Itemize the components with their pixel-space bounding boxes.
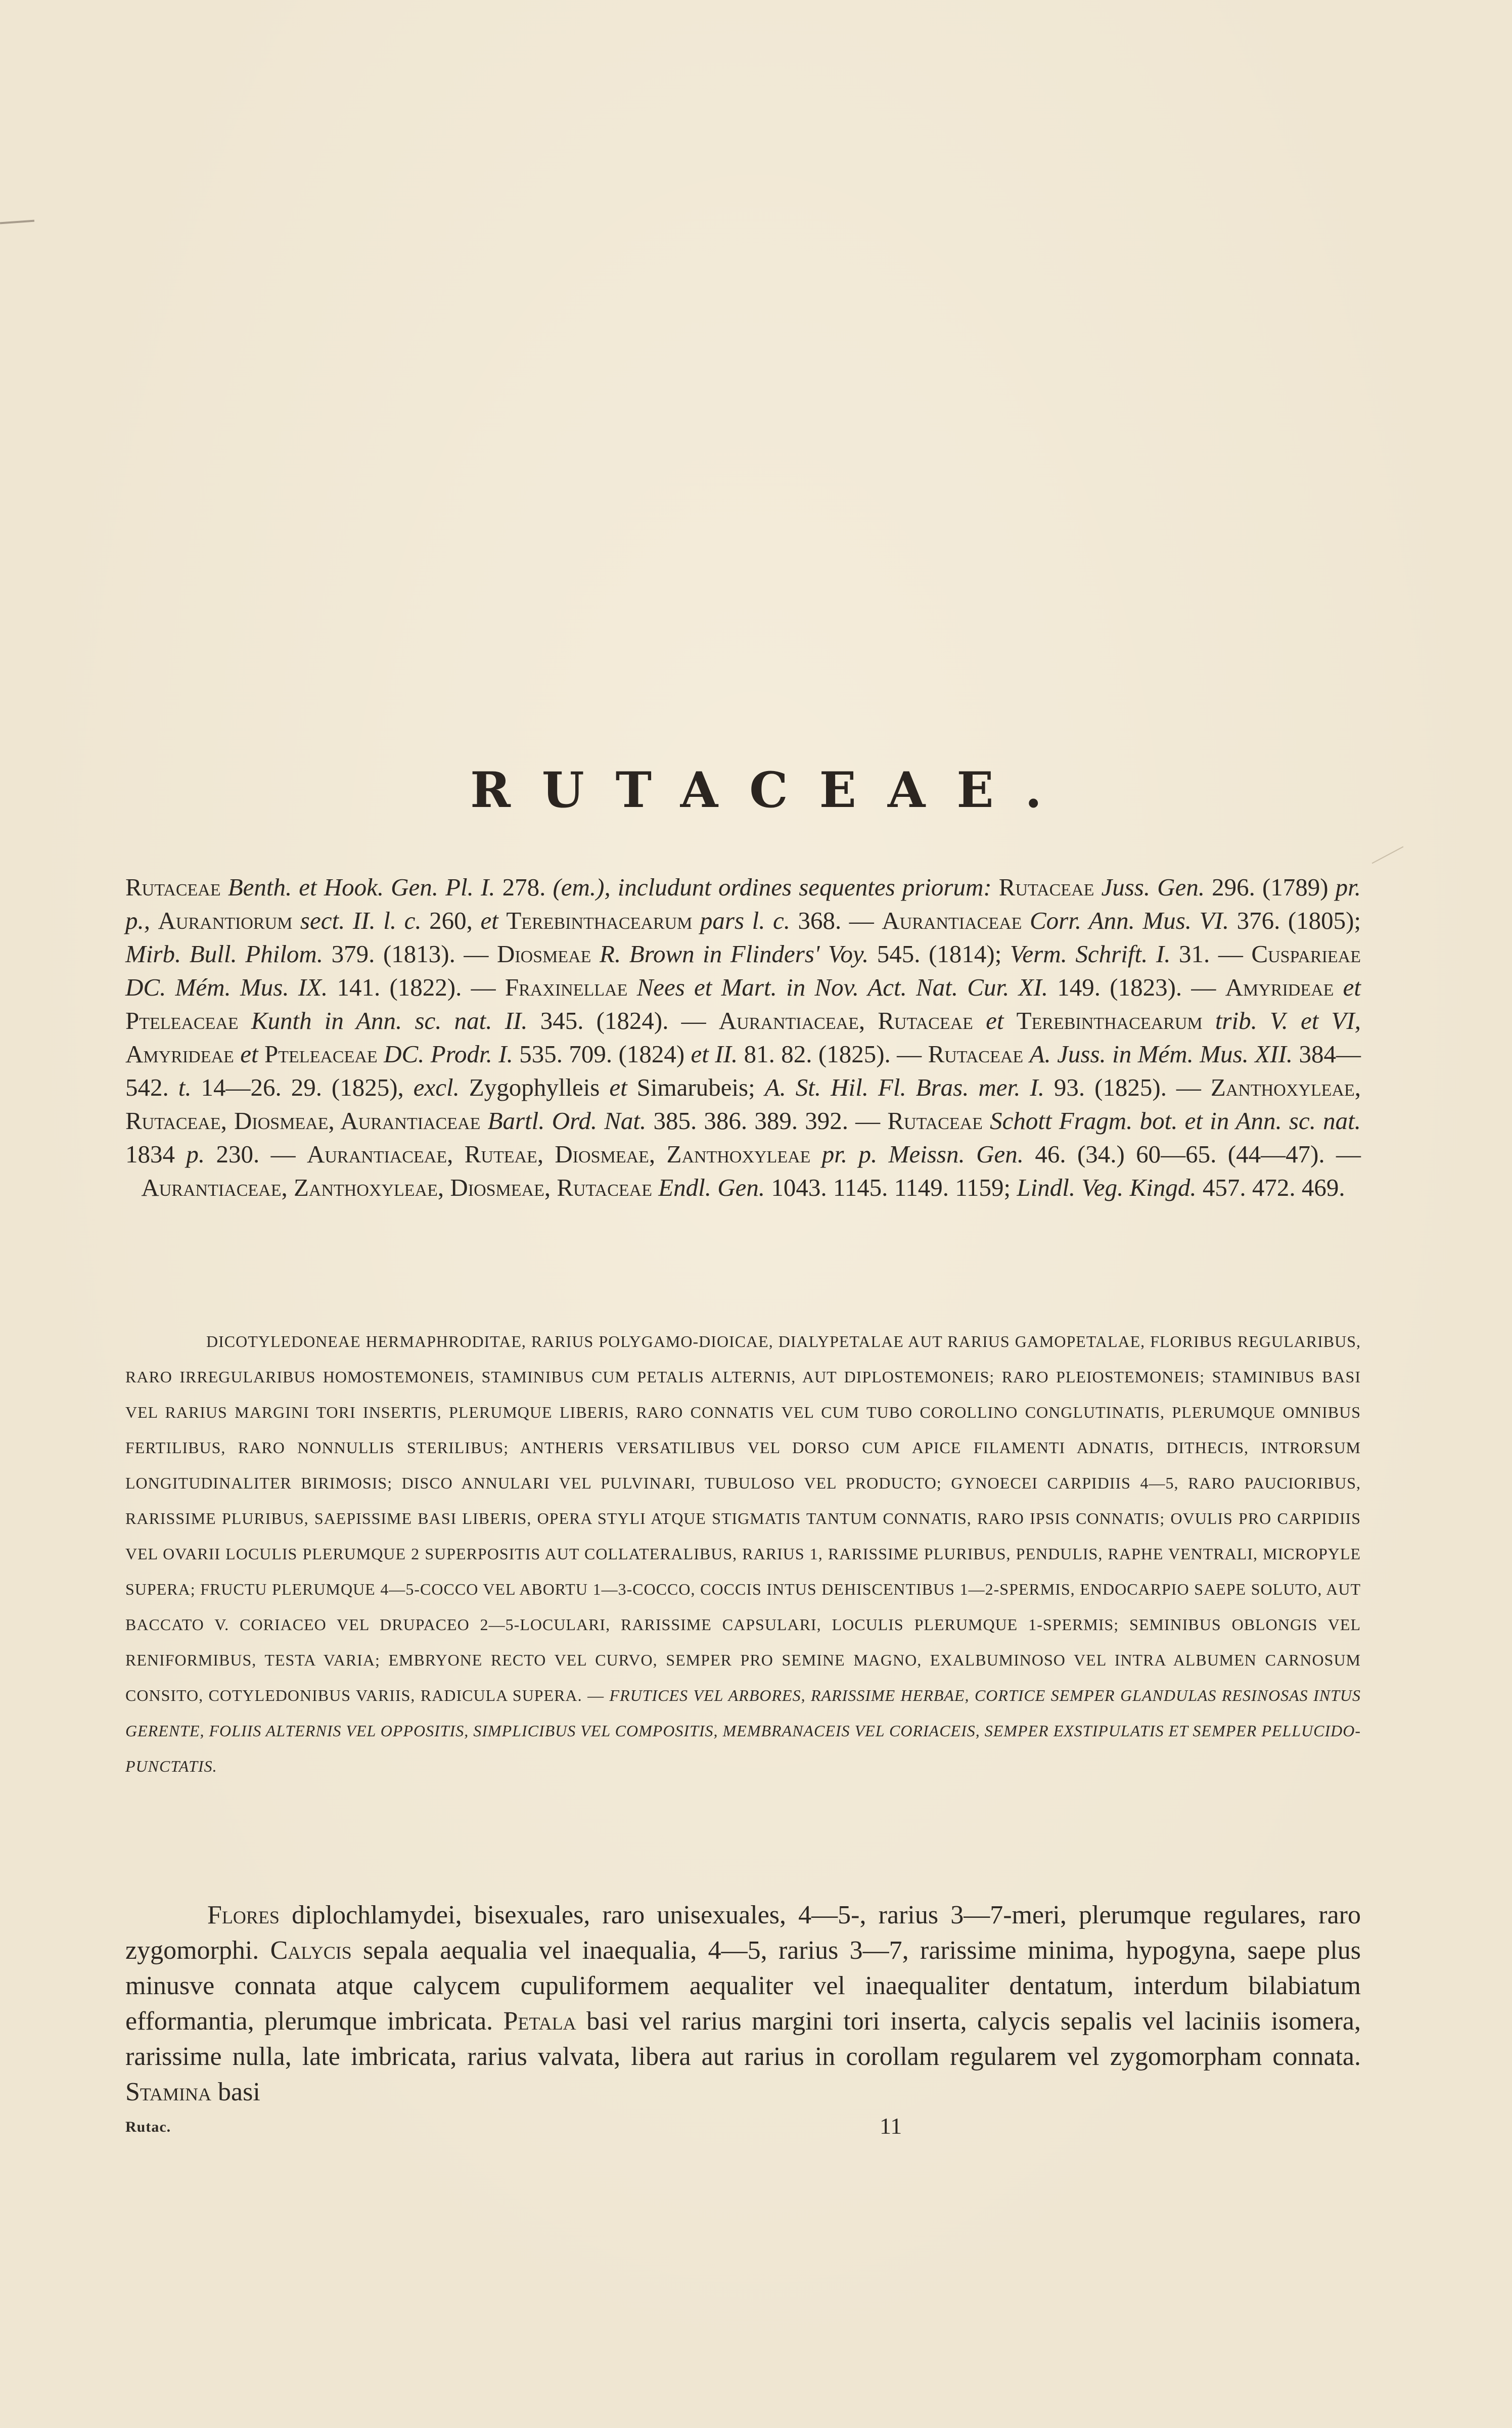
synonymy-segment: Benth. et Hook. Gen. Pl. I. [227, 873, 495, 901]
synonymy-segment: A. St. Hil. Fl. Bras. mer. I. [764, 1073, 1044, 1101]
synonymy-segment: Diosmeae [496, 940, 591, 968]
body-segment: Stamina [125, 2078, 212, 2106]
signature-mark: Rutac. [125, 2119, 171, 2135]
synonymy-segment: Mirb. Bull. Philom. [125, 940, 324, 968]
synonymy-segment: Bartl. Ord. Nat. [487, 1107, 647, 1135]
synonymy-segment: 93. (1825). — [1044, 1073, 1211, 1101]
synonymy-segment: pr. p. Meissn. Gen. [821, 1140, 1024, 1168]
synonymy-segment: et [609, 1073, 627, 1101]
synonymy-segment: Fraxinellae [505, 973, 628, 1001]
synonymy-segment: Amyrideae [1225, 973, 1334, 1001]
description-paragraph [125, 1898, 1361, 2110]
synonymy-segment: et II. [691, 1040, 738, 1068]
synonymy-segment [221, 873, 228, 901]
synonymy-segment: Kunth in Ann. sc. nat. II. [251, 1007, 528, 1035]
synonymy-segment: 1834 [125, 1140, 187, 1168]
synonymy-segment [258, 1040, 264, 1068]
synonymy-segment: Rutaceae [887, 1107, 983, 1135]
synonymy-segment: Pteleaceae [125, 1007, 239, 1035]
character-habit-italic: FRUTICES VEL ARBORES, RARISSIME HERBAE, CORTICE SEMPER GLANDULAS RESINOSAS INTUS GERENTE, FOLIIS ALTERNIS VEL OPPOSITIS, SIMPLICIBUS VEL COMPOSITIS, MEMBRANACEIS VEL CORIACEIS, SEMPER EXSTIPULATIS ET SEMPER PELLUCIDO-PUNCTATIS. [125, 1686, 1361, 1775]
synonymy-segment: 296. (1789) [1205, 873, 1336, 901]
synonymy-segment: Lindl. Veg. Kingd. [1017, 1174, 1197, 1201]
margin-pen-mark [0, 220, 34, 224]
synonymy-segment: 278. [495, 873, 553, 901]
synonymy-paragraph [125, 871, 1361, 1204]
synonymy-segment: excl. [413, 1073, 460, 1101]
synonymy-segment [627, 973, 636, 1001]
synonymy-segment: DC. Mém. Mus. IX. [125, 973, 328, 1001]
synonymy-segment: Endl. Gen. [658, 1174, 765, 1201]
body-segment: Flores [207, 1901, 280, 1929]
synonymy-segment: Zanthoxyleae, Rutaceae, Diosmeae, Aurantiaceae [125, 1073, 1361, 1135]
synonymy-segment: 545. (1814); [868, 940, 1010, 968]
synonymy-segment: 141. (1822). — [328, 973, 505, 1001]
body-segment: sepala aequalia vel inaequalia, 4—5, rarius 3—7, rarissime minima, hypogyna, saepe plus minusve connata atque calycem cupuliformem aequaliter vel inaequaliter dentatum, interdum bilabiatum efformantia, plerumque imbricata. [125, 1936, 1361, 2036]
synonymy-segment: 46. (34.) 60—65. (44—47). — [1023, 1140, 1361, 1168]
synonymy-segment: 345. (1824). — [527, 1007, 719, 1035]
synonymy-segment: Simarubeis; [627, 1073, 765, 1101]
synonymy-segment [1203, 1007, 1215, 1035]
synonymy-segment: 368. — [790, 907, 882, 934]
synonymy-segment: DC. Prodr. I. [384, 1040, 513, 1068]
synonymy-segment [378, 1040, 384, 1068]
synonymy-segment: 230. — [205, 1140, 307, 1168]
synonymy-segment: p. [186, 1140, 205, 1168]
synonymy-segment: Rutaceae [125, 873, 221, 901]
synonymy-segment: 379. (1813). — [323, 940, 497, 968]
synonymy-segment: Schott Fragm. bot. et in Ann. sc. nat. [990, 1107, 1361, 1135]
synonymy-segment: t. [178, 1073, 192, 1101]
synonymy-segment: Amyrideae [125, 1040, 234, 1068]
synonymy-segment [234, 1040, 240, 1068]
character-main: DICOTYLEDONEAE HERMAPHRODITAE, RARIUS POLYGAMO-DIOICAE, DIALYPETALAE AUT RARIUS GAMOPETALAE, FLORIBUS REGULARIBUS, RARO IRREGULARIBUS HOMOSTEMONEIS, STAMINIBUS CUM PETALIS ALTERNIS, AUT DIPLOSTEMONEIS; RARO PLEIOSTEMONEIS; STAMINIBUS BASI VEL RARIUS MARGINI TORI INSERTIS, PLERUMQUE LIBERIS, RARO CONNATIS VEL CUM TUBO COROLLINO CONGLUTINATIS, PLERUMQUE OMNIBUS FERTILIBUS, RARO NONNULLIS STERILIBUS; ANTHERIS VERSATILIBUS VEL DORSO CUM APICE FILAMENTI ADNATIS, DITHECIS, INTRORSUM LONGITUDINALITER BIRIMOSIS; DISCO ANNULARI VEL PULVINARI, TUBULOSO VEL PRODUCTO; GYNOECEI CARPIDIIS 4—5, RARO PAUCIORIBUS, RARISSIME PLURIBUS, SAEPISSIME BASI LIBERIS, OPERA STYLI ATQUE STIGMATIS TANTUM CONNATIS, RARO IPSIS CONNATIS; OVULIS PRO CARPIDIIS VEL OVARII LOCULIS PLERUMQUE 2 SUPERPOSITIS AUT COLLATERALIBUS, RARIUS 1, RARISSIME PLURIBUS, PENDULIS, RAPHE VENTRALI, MICROPYLE SUPERA; FRUCTU PLERUMQUE 4—5-COCCO VEL ABORTU 1—3-COCCO, COCCIS INTUS DEHISCENTIBUS 1—2-SPERMIS, ENDOCARPIO SAEPE SOLUTO, AUT BACCATO V. CORIACEO VEL DRUPACEO 2—5-LOCULARI, RARISSIME CAPSULARI, LOCULIS PLERUMQUE 1-SPERMIS; SEMINIBUS OBLONGIS VEL RENIFORMIBUS, TESTA VARIA; EMBRYONE RECTO VEL CURVO, SEMPER PRO SEMINE MAGNO, EXALBUMINOSO VEL INTRA ALBUMEN CARNOSUM CONSITO, COTYLEDONIBUS VARIIS, RADICULA SUPERA. — [125, 1332, 1361, 1704]
character-text [125, 1324, 1361, 1784]
description-text [125, 1898, 1361, 2110]
synonymy-segment [480, 1107, 487, 1135]
synonymy-segment: 31. — [1170, 940, 1252, 968]
synonymy-segment: 1043. 1145. 1149. 1159; [765, 1174, 1017, 1201]
synonymy-segment: Aurantiaceae, Zanthoxyleae, Diosmeae, Rutaceae [141, 1174, 652, 1201]
synonymy-segment: R. Brown in Flinders' Voy. [600, 940, 869, 968]
synonymy-segment [810, 1140, 821, 1168]
body-segment: Calycis [270, 1936, 352, 1965]
synonymy-segment: et [986, 1007, 1004, 1035]
synonymy-segment: A. Juss. in Mém. Mus. XII. [1029, 1040, 1293, 1068]
body-segment: basi vel rarius margini tori inserta, calycis sepalis vel laciniis isomera, rarissime nulla, late imbricata, rarius valvata, libera aut rarius in corollam regularem vel zygomorpham connata. [125, 2007, 1361, 2071]
synonymy-segment [1094, 873, 1101, 901]
synonymy-segment: Nees et Mart. in Nov. Act. Nat. Cur. XI. [636, 973, 1048, 1001]
synonymy-segment: Rutaceae [928, 1040, 1024, 1068]
body-segment: Petala [503, 2007, 576, 2036]
synonymy-segment: et [480, 907, 498, 934]
synonymy-segment: 384—542. [125, 1040, 1361, 1101]
synonymy-segment: 535. 709. (1824) [513, 1040, 691, 1068]
synonymy-segment [983, 1107, 990, 1135]
synonymy-segment: trib. V. et VI, [1215, 1007, 1361, 1035]
synonymy-segment [292, 907, 300, 934]
synonymy-segment: 81. 82. (1825). — [738, 1040, 928, 1068]
synonymy-segment: 149. (1823). — [1048, 973, 1225, 1001]
synonymy-segment [973, 1007, 986, 1035]
synonymy-segment: et [1343, 973, 1361, 1001]
synonymy-segment: 260, [421, 907, 481, 934]
synonymy-segment: (em.), includunt ordines sequentes priorum: [553, 873, 992, 901]
synonymy-segment: Juss. Gen. [1101, 873, 1205, 901]
synonymy-segment: Aurantiaceae, Ruteae, Diosmeae, Zanthoxyleae [306, 1140, 811, 1168]
synonymy-segment: Pteleaceae [264, 1040, 378, 1068]
synonymy-segment [591, 940, 600, 968]
synonymy-segment: 376. (1805); [1229, 907, 1361, 934]
synonymy-segment [652, 1174, 658, 1201]
synonymy-segment: Zygophylleis [459, 1073, 610, 1101]
synonymy-segment: pars l. c. [700, 907, 790, 934]
synonymy-segment: Rutaceae [998, 873, 1094, 901]
synonymy-segment [1022, 907, 1030, 934]
synonymy-segment: sect. II. l. c. [300, 907, 422, 934]
synonymy-text [125, 871, 1361, 1204]
synonymy-segment: et [240, 1040, 258, 1068]
synonymy-segment: Terebinthacearum [1016, 1007, 1203, 1035]
synonymy-segment [992, 873, 999, 901]
synonymy-segment: Corr. Ann. Mus. VI. [1029, 907, 1229, 934]
page-number: 11 [880, 2113, 902, 2139]
synonymy-segment: Aurantiorum [158, 907, 293, 934]
synonymy-segment: 457. 472. 469. [1196, 1174, 1345, 1201]
body-segment: diplochlamydei, bisexuales, raro unisexuales, 4—5-, rarius 3—7-meri, plerumque regulares, raro zygomorphi. [125, 1901, 1361, 1965]
synonymy-segment [1023, 1040, 1029, 1068]
page-title: RUTACEAE. [470, 761, 1073, 819]
synonymy-segment [150, 907, 158, 934]
paper-crease-mark [1372, 846, 1404, 864]
synonymy-segment [498, 907, 507, 934]
synonymy-segment: 14—26. 29. (1825), [191, 1073, 414, 1101]
family-character-description [125, 1324, 1361, 1784]
body-segment: basi [211, 2078, 260, 2106]
synonymy-segment: 385. 386. 389. 392. — [646, 1107, 888, 1135]
synonymy-segment [692, 907, 700, 934]
synonymy-segment: Aurantiaceae, Rutaceae [718, 1007, 973, 1035]
synonymy-segment: pr. p., [125, 873, 1361, 934]
synonymy-segment [1003, 1007, 1016, 1035]
synonymy-segment: Cusparieae [1251, 940, 1361, 968]
synonymy-segment [239, 1007, 251, 1035]
synonymy-segment: Aurantiaceae [882, 907, 1022, 934]
synonymy-segment: Terebinthacearum [506, 907, 693, 934]
synonymy-segment: Verm. Schrift. I. [1010, 940, 1171, 968]
synonymy-segment [1334, 973, 1343, 1001]
